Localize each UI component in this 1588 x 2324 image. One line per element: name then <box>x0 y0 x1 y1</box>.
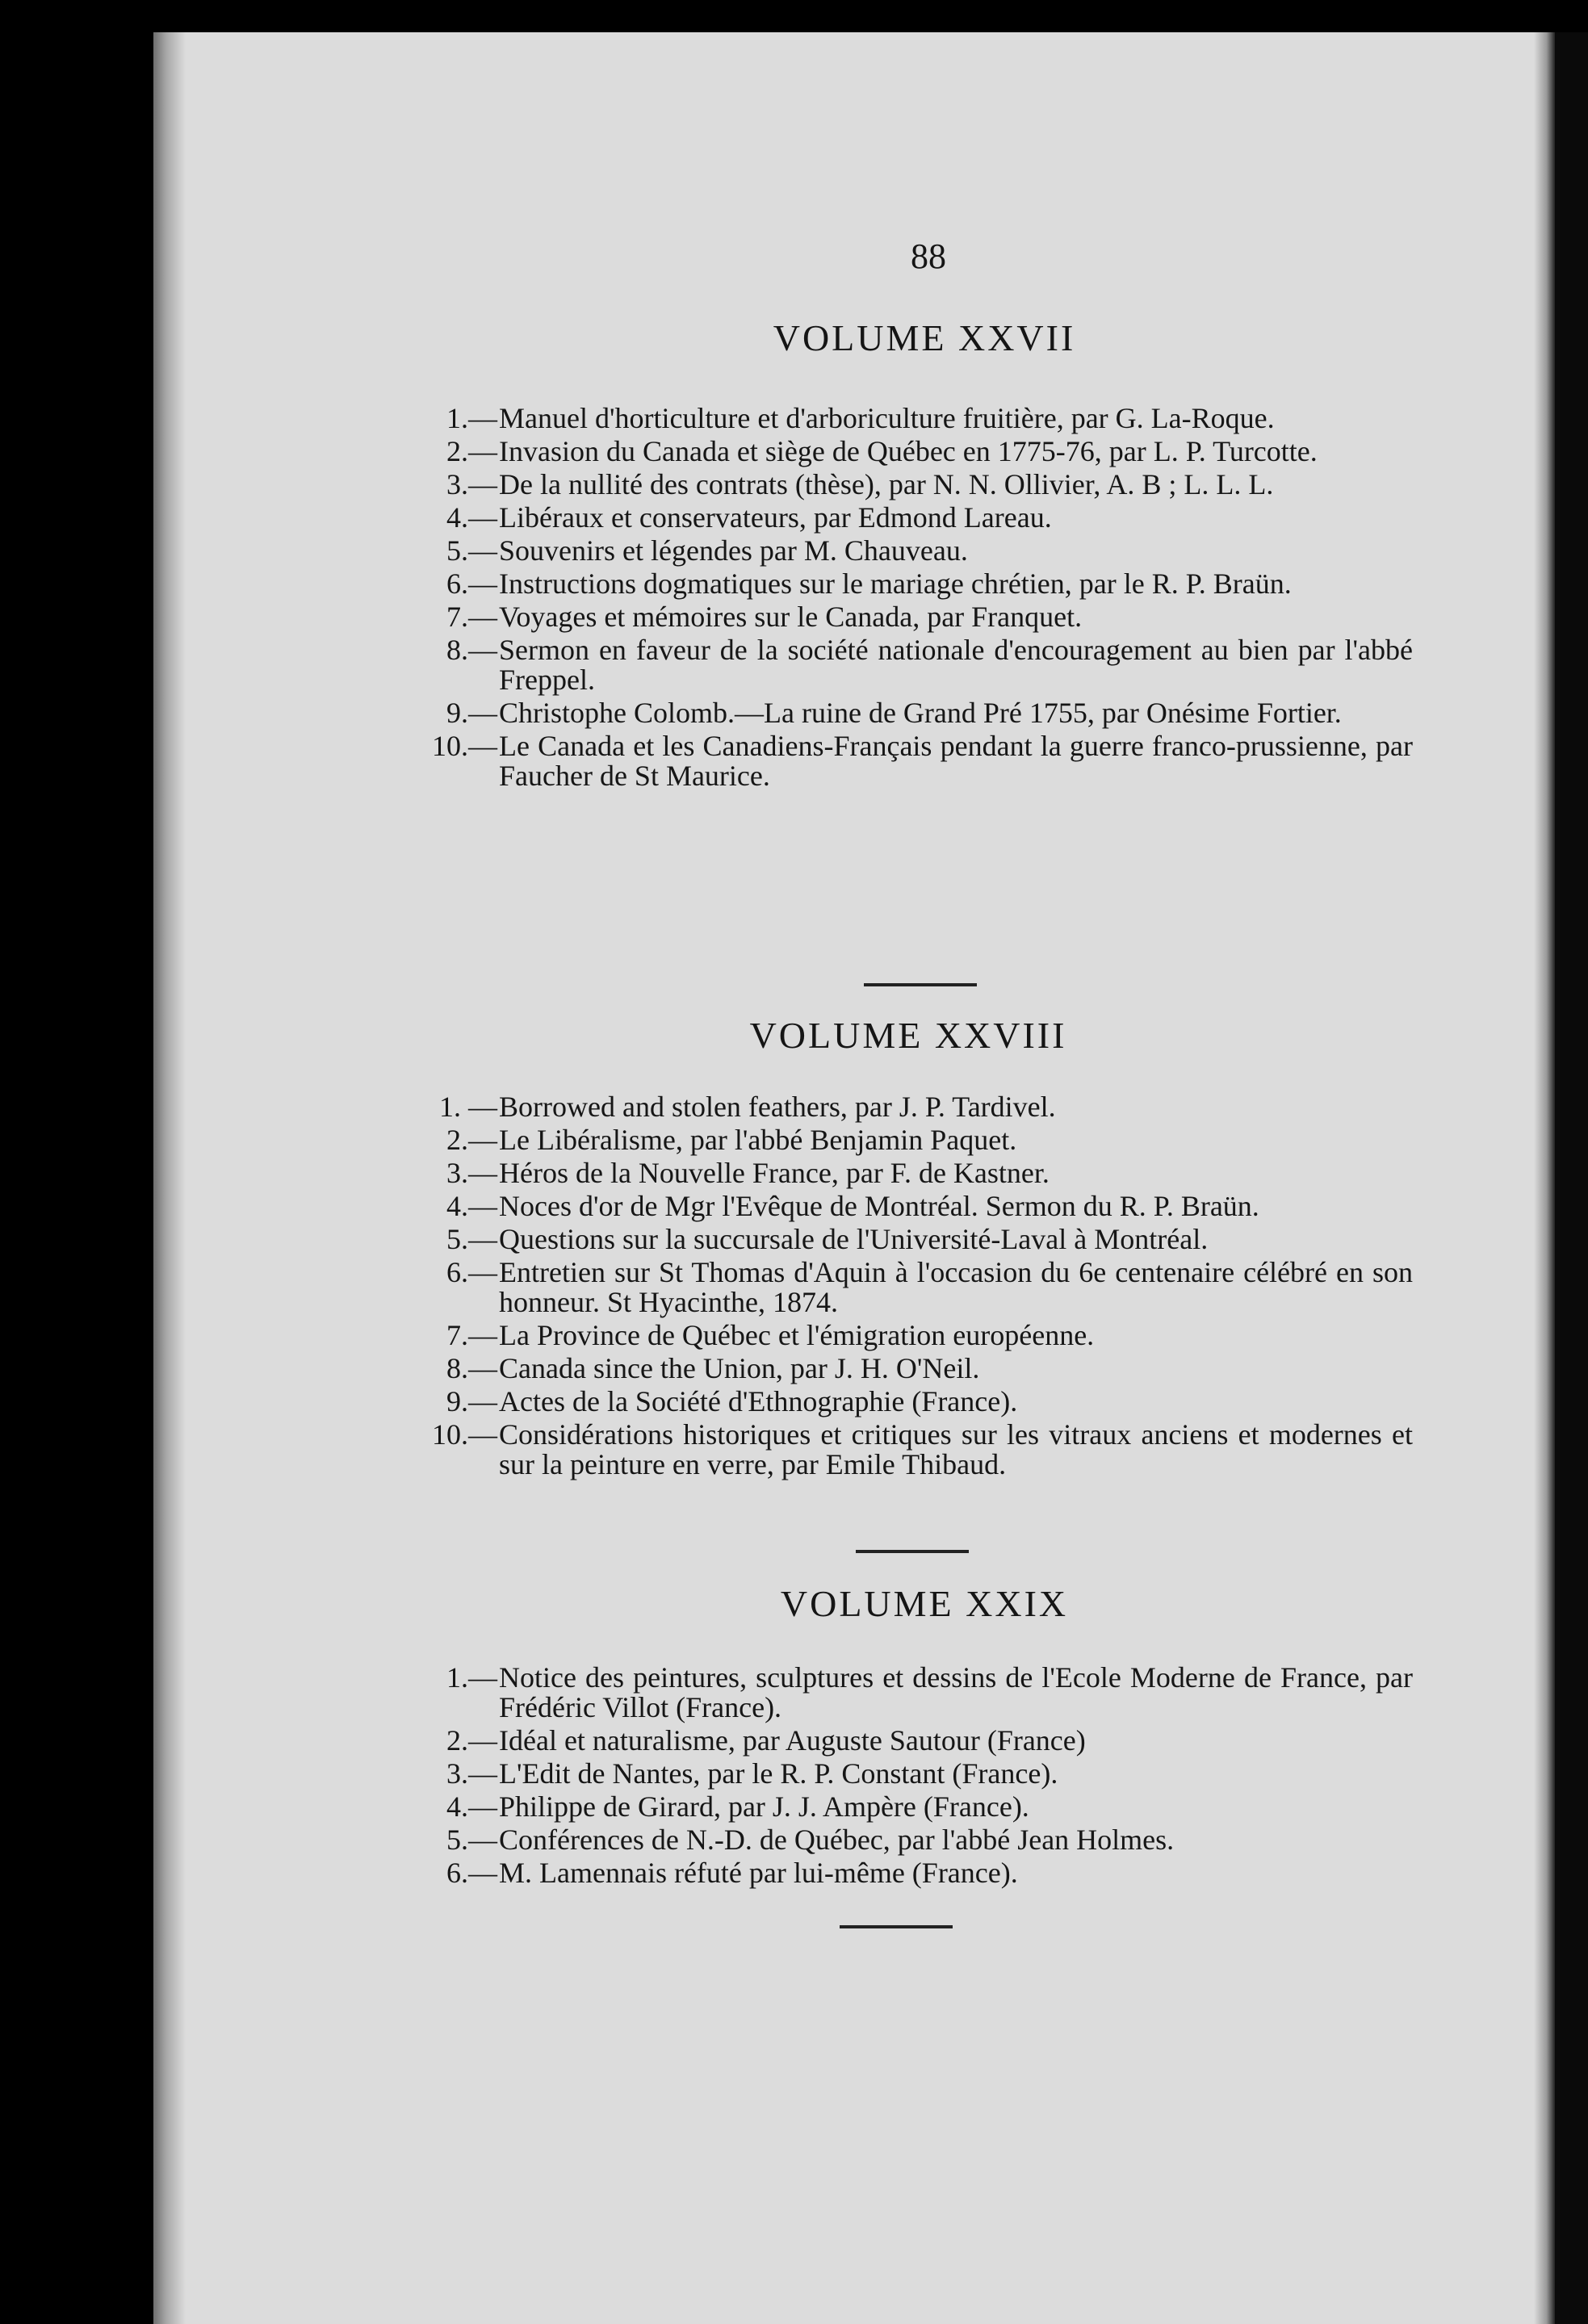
list-item <box>420 1321 1413 1350</box>
entry-number: 6.— <box>446 1256 497 1288</box>
list-item <box>420 1092 1413 1122</box>
entry-text: Héros de la Nouvelle France, par F. de Kastner. <box>499 1157 1050 1189</box>
entry-number: 4.— <box>446 1190 497 1222</box>
entry-text: Conférences de N.-D. de Québec, par l'abbé Jean Holmes. <box>499 1824 1175 1856</box>
list-item <box>420 635 1413 695</box>
list-item <box>420 1258 1413 1317</box>
list-item <box>420 1858 1413 1888</box>
entry-number: 4.— <box>446 1790 497 1823</box>
entry-text: La Province de Québec et l'émigration européenne. <box>499 1319 1095 1351</box>
entry-text: Souvenirs et légendes par M. Chauveau. <box>499 534 968 567</box>
entry-number: 6.— <box>446 1857 497 1889</box>
entry-number: 5.— <box>446 1824 497 1856</box>
list-item <box>420 1726 1413 1756</box>
entry-text: De la nullité des contrats (thèse), par N. N. Ollivier, A. B ; L. L. L. <box>499 468 1274 500</box>
volume-title: VOLUME XXVIII <box>749 1015 1067 1056</box>
entry-text: Canada since the Union, par J. H. O'Neil. <box>499 1352 980 1384</box>
entry-number: 7.— <box>446 601 497 633</box>
volume-title: VOLUME XXIX <box>780 1583 1069 1624</box>
entry-number: 10.— <box>432 1418 497 1451</box>
entry-text: Noces d'or de Mgr l'Evêque de Montréal. Sermon du R. P. Braün. <box>499 1190 1259 1222</box>
entry-text: Instructions dogmatiques sur le mariage chrétien, par le R. P. Braün. <box>499 567 1292 600</box>
entry-number: 1. — <box>439 1091 497 1123</box>
entry-number: 1.— <box>446 402 497 434</box>
entry-text: Borrowed and stolen feathers, par J. P. Tardivel. <box>499 1091 1056 1123</box>
entry-number: 8.— <box>446 634 497 666</box>
page-number: 88 <box>911 237 946 276</box>
volume-entry-list <box>420 404 1413 794</box>
entry-text: Sermon en faveur de la société nationale d'encouragement au bien par l'abbé Freppel. <box>499 634 1413 696</box>
entry-number: 10.— <box>432 730 497 762</box>
list-item <box>420 470 1413 500</box>
entry-text: Idéal et naturalisme, par Auguste Sautour (France) <box>499 1724 1086 1757</box>
list-item <box>420 1225 1413 1254</box>
entry-number: 5.— <box>446 534 497 567</box>
entry-text: Entretien sur St Thomas d'Aquin à l'occasion du 6e centenaire célébré en son honneur. St Hyacinthe, 1874. <box>499 1256 1413 1318</box>
list-item <box>420 1125 1413 1155</box>
entry-text: Libéraux et conservateurs, par Edmond Lareau. <box>499 501 1052 534</box>
entry-text: Le Canada et les Canadiens-Français pendant la guerre franco-prussienne, par Faucher de St Maurice. <box>499 730 1413 792</box>
list-item <box>420 1759 1413 1789</box>
list-item <box>420 602 1413 632</box>
page-right-edge <box>1534 32 1555 2324</box>
entry-number: 3.— <box>446 1757 497 1790</box>
list-item <box>420 1191 1413 1221</box>
entry-text: Voyages et mémoires sur le Canada, par Franquet. <box>499 601 1083 633</box>
entry-number: 5.— <box>446 1223 497 1255</box>
entry-number: 3.— <box>446 468 497 500</box>
entry-number: 3.— <box>446 1157 497 1189</box>
entry-text: L'Edit de Nantes, par le R. P. Constant (France). <box>499 1757 1058 1790</box>
section-divider <box>864 983 977 986</box>
entry-text: Considérations historiques et critiques sur les vitraux anciens et modernes et sur la peinture en verre, par Emile Thibaud. <box>499 1418 1413 1480</box>
list-item <box>420 569 1413 599</box>
section-divider <box>856 1550 969 1553</box>
list-item <box>420 503 1413 533</box>
volume-entry-list <box>420 1092 1413 1483</box>
list-item <box>420 1387 1413 1417</box>
entry-number: 2.— <box>446 435 497 467</box>
entry-text: Christophe Colomb.—La ruine de Grand Pré 1755, par Onésime Fortier. <box>499 697 1342 729</box>
entry-number: 9.— <box>446 1385 497 1417</box>
entry-text: Invasion du Canada et siège de Québec en 1775-76, par L. P. Turcotte. <box>499 435 1318 467</box>
entry-number: 7.— <box>446 1319 497 1351</box>
entry-number: 2.— <box>446 1124 497 1156</box>
entry-number: 6.— <box>446 567 497 600</box>
volume-title: VOLUME XXVII <box>773 317 1076 358</box>
entry-text: Questions sur la succursale de l'Université-Laval à Montréal. <box>499 1223 1209 1255</box>
list-item <box>420 1663 1413 1723</box>
list-item <box>420 1420 1413 1480</box>
list-item <box>420 404 1413 433</box>
entry-number: 1.— <box>446 1661 497 1694</box>
section-divider <box>840 1925 953 1928</box>
entry-text: M. Lamennais réfuté par lui-même (France). <box>499 1857 1018 1889</box>
entry-text: Actes de la Société d'Ethnographie (France). <box>499 1385 1018 1417</box>
list-item <box>420 536 1413 566</box>
list-item <box>420 437 1413 467</box>
list-item <box>420 731 1413 791</box>
entry-text: Philippe de Girard, par J. J. Ampère (France). <box>499 1790 1029 1823</box>
scan-border <box>1555 32 1588 2324</box>
entry-number: 8.— <box>446 1352 497 1384</box>
entry-text: Manuel d'horticulture et d'arboriculture fruitière, par G. La-Roque. <box>499 402 1275 434</box>
entry-number: 4.— <box>446 501 497 534</box>
list-item <box>420 1792 1413 1822</box>
list-item <box>420 698 1413 728</box>
entry-number: 2.— <box>446 1724 497 1757</box>
volume-entry-list <box>420 1663 1413 1891</box>
page-binding-shadow <box>153 32 186 2324</box>
entry-text: Le Libéralisme, par l'abbé Benjamin Paquet. <box>499 1124 1017 1156</box>
list-item <box>420 1825 1413 1855</box>
entry-number: 9.— <box>446 697 497 729</box>
list-item <box>420 1354 1413 1384</box>
list-item <box>420 1158 1413 1188</box>
entry-text: Notice des peintures, sculptures et dessins de l'Ecole Moderne de France, par Frédéric Villot (France). <box>499 1661 1413 1723</box>
